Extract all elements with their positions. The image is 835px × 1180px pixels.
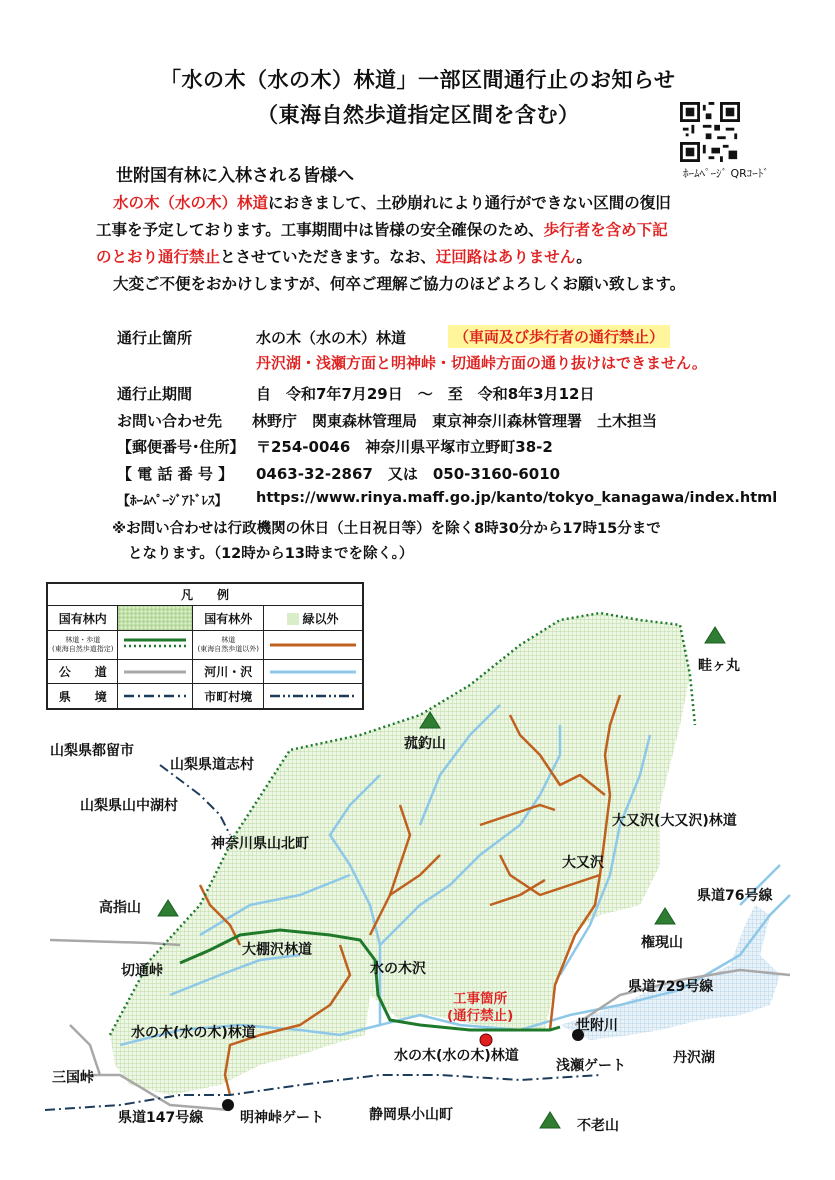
legend-national-out: 国有林外	[193, 606, 263, 631]
greeting-heading: 世附国有林に入林される皆様へ	[116, 166, 354, 186]
legend-city-border: 市町村境	[193, 684, 263, 709]
mountain-icon	[158, 900, 178, 916]
legend-national-in: 国有林内	[48, 606, 118, 631]
public-road	[50, 940, 180, 945]
label-route729: 県道729号線	[628, 979, 714, 995]
legend-green-other: 緑以外	[263, 606, 362, 631]
label-shizuoka-oyama: 静岡県小山町	[369, 1107, 453, 1123]
legend-road-walk: 林道・歩道 (東海自然歩道指定)	[48, 630, 118, 659]
notice-line-1	[113, 191, 671, 213]
notice-text: とさせていただきます。なお、	[220, 248, 436, 266]
label-asase-gate: 浅瀬ゲート	[556, 1058, 626, 1074]
label-yamanashi-tsuru: 山梨県都留市	[50, 743, 134, 759]
web-label: 【ﾎｰﾑﾍﾟｰｼﾞｱﾄﾞﾚｽ】	[117, 494, 228, 509]
notice-text: 。	[576, 248, 592, 266]
legend-city-border-swatch	[263, 684, 362, 709]
myojin-gate-marker	[222, 1099, 234, 1111]
label-ootana-road: 大棚沢林道	[242, 942, 312, 958]
notice-line-2	[96, 218, 668, 240]
hours-note-1: ※お問い合わせは行政機関の休日（土日祝日等）を除く8時30分から17時15分まで	[112, 521, 661, 537]
label-myojin-gate: 明神峠ゲート	[240, 1110, 324, 1126]
hours-note-2: となります。（12時から13時までを除く。）	[128, 546, 414, 562]
label-mizunoki-sawa: 水の木沢	[370, 961, 426, 977]
legend-forest-road: 林道 (東海自然歩道以外)	[193, 630, 263, 659]
legend-pref-border: 県 境	[48, 684, 118, 709]
notice-text: 工事を予定しております。工事期間中は皆様の安全確保のため、	[96, 221, 544, 239]
page-title: 「水の木（水の木）林道」一部区間通行止のお知らせ	[160, 68, 676, 92]
legend-river-swatch	[263, 659, 362, 684]
contact-label: お問い合わせ先	[117, 412, 223, 430]
label-tanzawa-lake: 丹沢湖	[673, 1050, 715, 1066]
period-label: 通行止期間	[117, 385, 193, 403]
label-hiruga: 畦ヶ丸	[698, 658, 740, 674]
legend-trail-swatch	[118, 630, 193, 659]
legend-forest-road-swatch	[263, 630, 362, 659]
legend-title: 凡 例	[48, 584, 363, 606]
label-yamanashi-doshi: 山梨県道志村	[170, 757, 254, 773]
location-warning: 丹沢湖・浅瀬方面と明神峠・切通峠方面の通り抜けはできません。	[256, 354, 707, 372]
label-yamanashi-yamanakako: 山梨県山中湖村	[80, 798, 178, 814]
postal-value: 〒254-0046 神奈川県平塚市立野町38-2	[256, 438, 553, 456]
label-yozuku: 世附川	[576, 1018, 618, 1034]
label-route147: 県道147号線	[118, 1110, 204, 1126]
mountain-icon	[705, 627, 725, 643]
qr-caption: ﾎｰﾑﾍﾟｰｼﾞ QRｺｰﾄﾞ	[683, 167, 769, 180]
label-mikuni: 三国峠	[52, 1070, 94, 1086]
label-mizunoki-road-left: 水の木(水の木)林道	[131, 1025, 256, 1041]
legend-public-road: 公 道	[48, 659, 118, 684]
label-mizunoki-road-bottom: 水の木(水の木)林道	[394, 1048, 519, 1064]
legend-forest-swatch	[118, 606, 193, 631]
mountain-icon	[540, 1112, 560, 1128]
label-route76: 県道76号線	[697, 888, 773, 904]
notice-warning: 歩行者を含め下記	[543, 221, 668, 239]
label-omata-sawa: 大又沢	[562, 855, 604, 871]
legend-public-road-swatch	[118, 659, 193, 684]
qr-code-image[interactable]	[680, 102, 740, 162]
notice-line-3	[96, 245, 592, 267]
label-kotsuri: 菰釣山	[404, 736, 446, 752]
label-furo: 不老山	[577, 1118, 619, 1134]
label-takasasu: 高指山	[99, 900, 141, 916]
phone-value: 0463-32-2867 又は 050-3160-6010	[256, 465, 561, 483]
legend-river: 河川・沢	[193, 659, 263, 684]
period-value: 自 令和7年7月29日 ～ 至 令和8年3月12日	[256, 385, 595, 403]
location-note: （車両及び歩行者の通行禁止）	[448, 325, 670, 348]
map-legend	[46, 582, 364, 710]
page-subtitle: （東海自然歩道指定区間を含む）	[257, 103, 580, 127]
location-value: 水の木（水の木）林道	[256, 329, 407, 347]
legend-pref-border-swatch	[118, 684, 193, 709]
web-link[interactable]: https://www.rinya.maff.go.jp/kanto/tokyo_kanagawa/index.html	[256, 490, 778, 506]
no-detour-warning: 迂回路はありません	[435, 248, 577, 266]
postal-label: 【郵便番号･住所】	[117, 438, 245, 456]
phone-label: 【 電 話 番 号 】	[117, 465, 234, 483]
construction-label: 工事箇所 (通行禁止)	[447, 991, 514, 1024]
location-label: 通行止箇所	[117, 329, 193, 347]
label-omata-road: 大又沢(大又沢)林道	[612, 813, 737, 829]
notice-text: におきまして、土砂崩れにより通行ができない区間の復旧	[268, 194, 671, 212]
road-name-highlight: 水の木（水の木）林道	[113, 194, 269, 212]
notice-line-4: 大変ご不便をおかけしますが、何卒ご理解ご協力のほどよろしくお願い致します。	[113, 275, 686, 293]
contact-value: 林野庁 関東森林管理局 東京神奈川森林管理署 土木担当	[252, 412, 658, 430]
mountain-icon	[655, 908, 675, 924]
label-kirido: 切通峠	[121, 963, 163, 979]
label-gongen: 権現山	[641, 935, 683, 951]
label-kanagawa-yamakita: 神奈川県山北町	[211, 836, 309, 852]
notice-warning: のとおり通行禁止	[96, 248, 221, 266]
